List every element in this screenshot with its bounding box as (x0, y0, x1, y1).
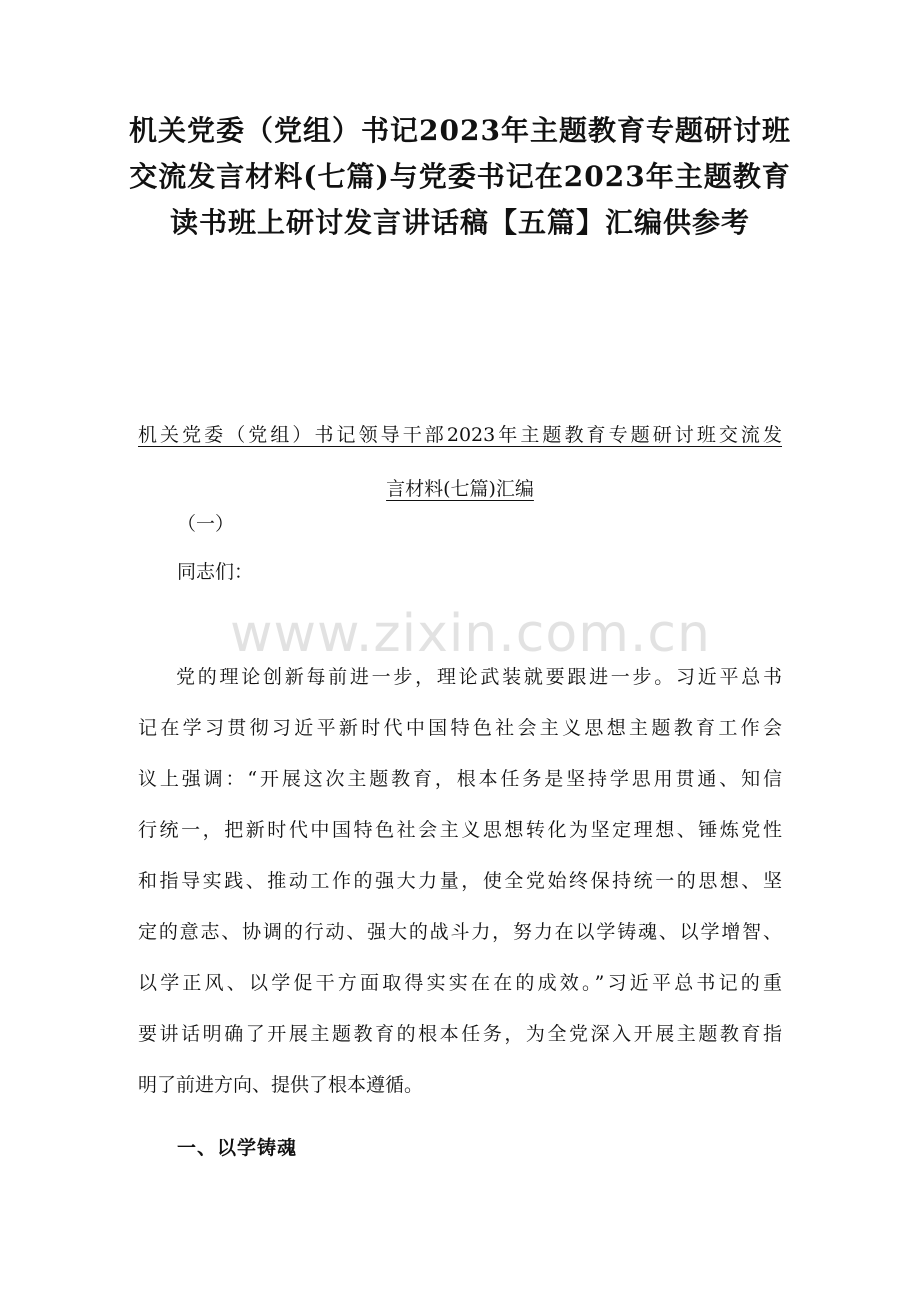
paragraph-line: 和指导实践、推动工作的强大力量，使全党始终保持统一的思想、坚 (138, 870, 782, 892)
section-title-line: 机关党委（党组）书记领导干部2023年主题教育专题研讨班交流发 (138, 424, 782, 446)
paragraph-line: 以学正风、以学促干方面取得实实在在的成效。”习近平总书记的重 (138, 972, 782, 994)
part-label: （一） (177, 513, 235, 535)
paragraph-line: 党的理论创新每前进一步，理论武装就要跟进一步。习近平总书 (176, 666, 782, 688)
section-heading: 一、以学铸魂 (177, 1137, 298, 1159)
paragraph-line: 定的意志、协调的行动、强大的战斗力，努力在以学铸魂、以学增智、 (138, 921, 782, 943)
paragraph-line: 明了前进方向、提供了根本遵循。 (138, 1074, 424, 1096)
paragraph-line: 行统一，把新时代中国特色社会主义思想转化为坚定理想、锤炼党性 (138, 819, 782, 841)
salutation: 同志们： (177, 561, 254, 583)
title-line: 机关党委（党组）书记2023年主题教育专题研讨班 (129, 114, 791, 147)
section-title-line: 言材料(七篇)汇编 (386, 478, 534, 500)
title-line: 读书班上研讨发言讲话稿【五篇】汇编供参考 (169, 206, 750, 239)
section-title (138, 408, 782, 516)
paragraph-line: 要讲话明确了开展主题教育的根本任务，为全党深入开展主题教育指 (138, 1023, 782, 1045)
body-paragraph (138, 652, 782, 1111)
paragraph-line: 记在学习贯彻习近平新时代中国特色社会主义思想主题教育工作会 (138, 717, 782, 739)
title-line: 交流发言材料(七篇)与党委书记在2023年主题教育 (129, 160, 791, 193)
watermark: www.zixin.com.cn (230, 604, 711, 664)
paragraph-line: 议上强调：“开展这次主题教育，根本任务是坚持学思用贯通、知信 (138, 768, 782, 790)
document-title (110, 108, 810, 246)
